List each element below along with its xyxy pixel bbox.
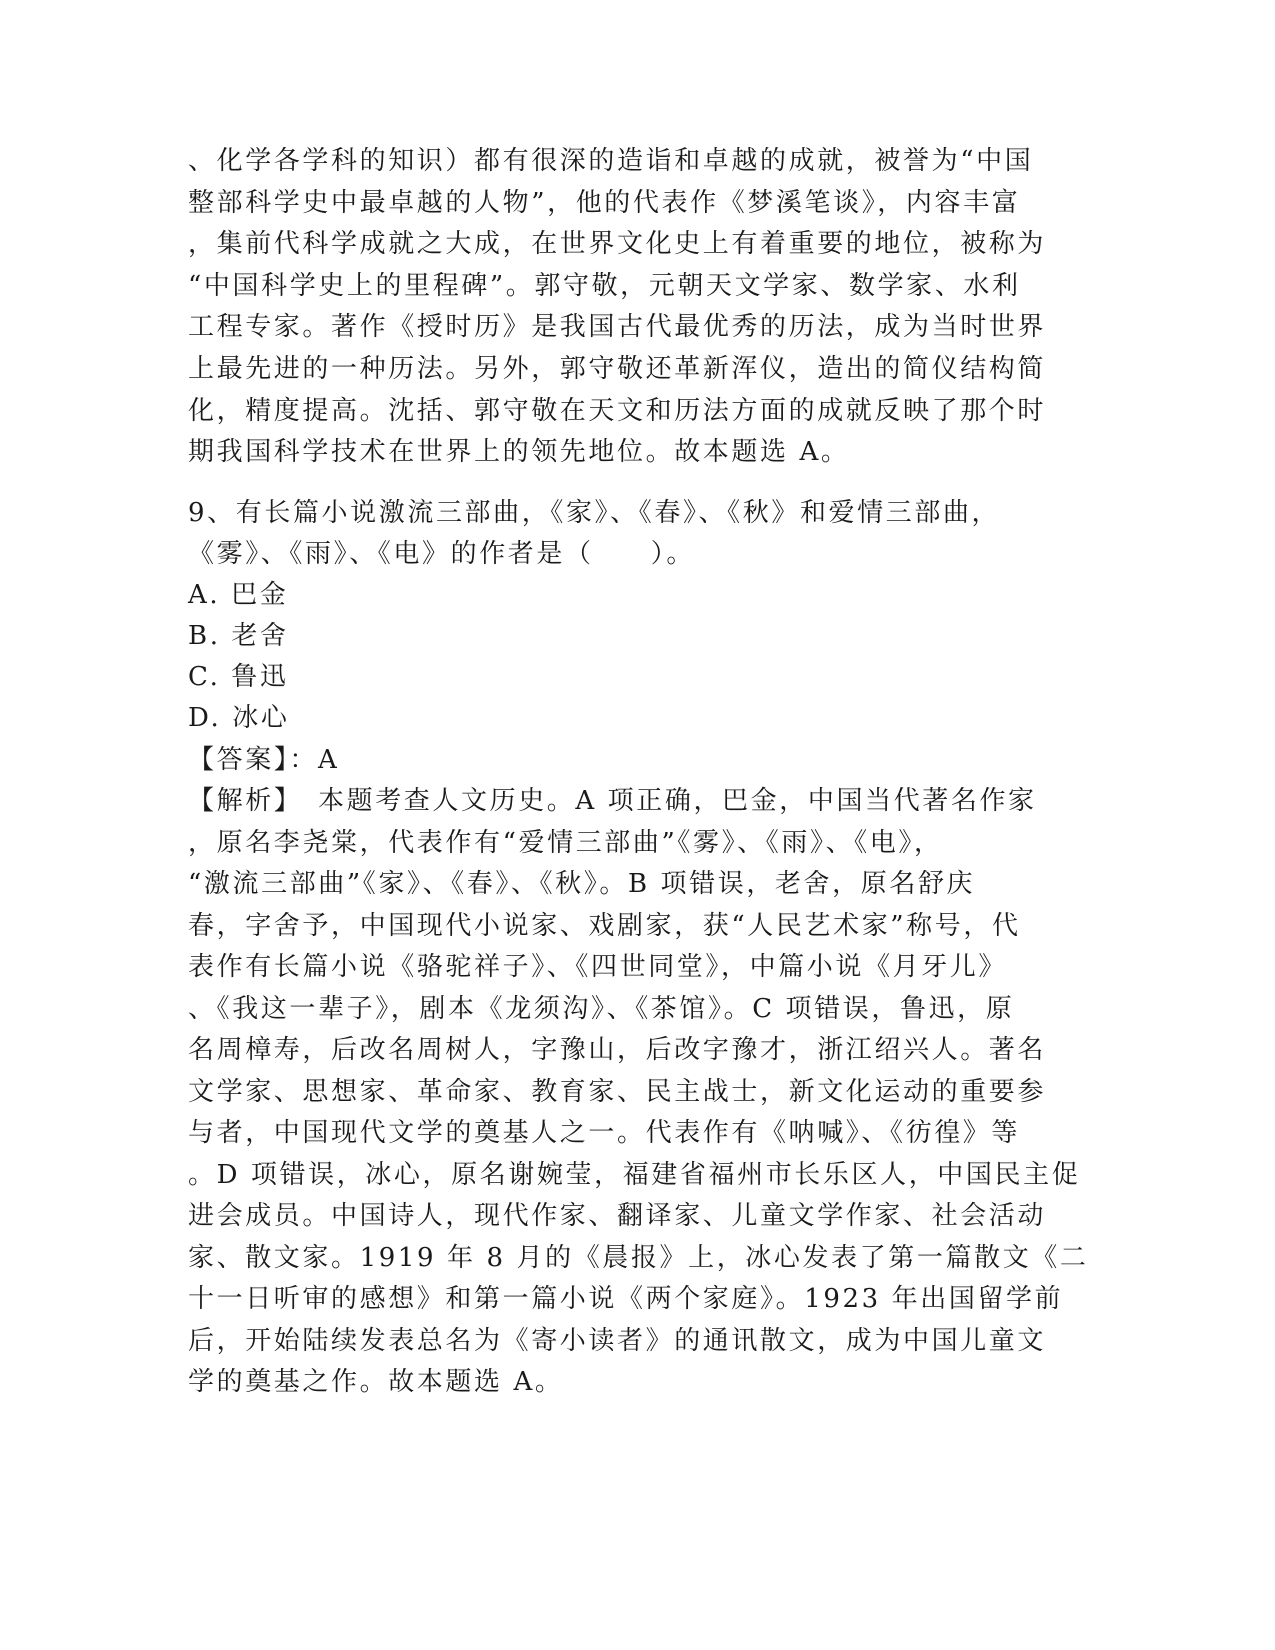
text-line: 期我国科学技术在世界上的领先地位。故本题选 A。 (188, 437, 850, 467)
answer-line: 【答案】：A (188, 745, 340, 775)
analysis-line: 进会成员。中国诗人，现代作家、翻译家、儿童文学作家、社会活动 (188, 1201, 1047, 1231)
option-a: A. 巴金 (188, 580, 289, 610)
analysis-line: “激流三部曲”《家》、《春》、《秋》。B 项错误，老舍，原名舒庆 (188, 869, 976, 899)
text-line: 、化学各学科的知识）都有很深的造诣和卓越的成就，被誉为“中国 (188, 146, 1034, 176)
analysis-line: 后，开始陆续发表总名为《寄小读者》的通讯散文，成为中国儿童文 (188, 1326, 1047, 1356)
analysis-line: 。D 项错误，冰心，原名谢婉莹，福建省福州市长乐区人，中国民主促 (188, 1160, 1081, 1190)
analysis-line: 【解析】 本题考查人文历史。A 项正确，巴金，中国当代著名作家 (188, 786, 1037, 816)
text-line: 工程专家。著作《授时历》是我国古代最优秀的历法，成为当时世界 (188, 312, 1047, 342)
option-c: C. 鲁迅 (188, 662, 289, 692)
analysis-line: 表作有长篇小说《骆驼祥子》、《四世同堂》，中篇小说《月牙儿》 (188, 952, 1008, 982)
option-d: D. 冰心 (188, 703, 290, 733)
text-line: 整部科学史中最卓越的人物”，他的代表作《梦溪笔谈》，内容丰富 (188, 188, 1021, 218)
text-line: ，集前代科学成就之大成，在世界文化史上有着重要的地位，被称为 (188, 229, 1047, 259)
analysis-line: ，原名李尧棠，代表作有“爱情三部曲”《雾》、《雨》、《电》， (188, 828, 943, 858)
text-line: 化，精度提高。沈括、郭守敬在天文和历法方面的成就反映了那个时 (188, 396, 1047, 426)
text-line: 上最先进的一种历法。另外，郭守敬还革新浑仪，造出的简仪结构简 (188, 354, 1047, 384)
analysis-line: 学的奠基之作。故本题选 A。 (188, 1367, 564, 1397)
analysis-line: 春，字舍予，中国现代小说家、戏剧家，获“人民艺术家”称号，代 (188, 911, 1021, 941)
text-line: “中国科学史上的里程碑”。郭守敬，元朝天文学家、数学家、水利 (188, 271, 1021, 301)
question-stem: 9、有长篇小说激流三部曲，《家》、《春》、《秋》和爱情三部曲， (188, 498, 1001, 528)
option-b: B. 老舍 (188, 621, 289, 651)
analysis-line: 、《我这一辈子》，剧本《龙须沟》、《茶馆》。C 项错误，鲁迅，原 (188, 994, 1015, 1024)
question-stem: 《雾》、《雨》、《电》的作者是（ ）。 (188, 539, 696, 569)
analysis-line: 名周樟寿，后改名周树人，字豫山，后改字豫才，浙江绍兴人。著名 (188, 1035, 1047, 1065)
analysis-line: 与者，中国现代文学的奠基人之一。代表作有《呐喊》、《彷徨》等 (188, 1118, 1021, 1148)
analysis-line: 家、散文家。1919 年 8 月的《晨报》上，冰心发表了第一篇散文《二 (188, 1243, 1089, 1273)
analysis-line: 十一日听审的感想》和第一篇小说《两个家庭》。1923 年出国留学前 (188, 1284, 1064, 1314)
analysis-line: 文学家、思想家、革命家、教育家、民主战士，新文化运动的重要参 (188, 1077, 1047, 1107)
